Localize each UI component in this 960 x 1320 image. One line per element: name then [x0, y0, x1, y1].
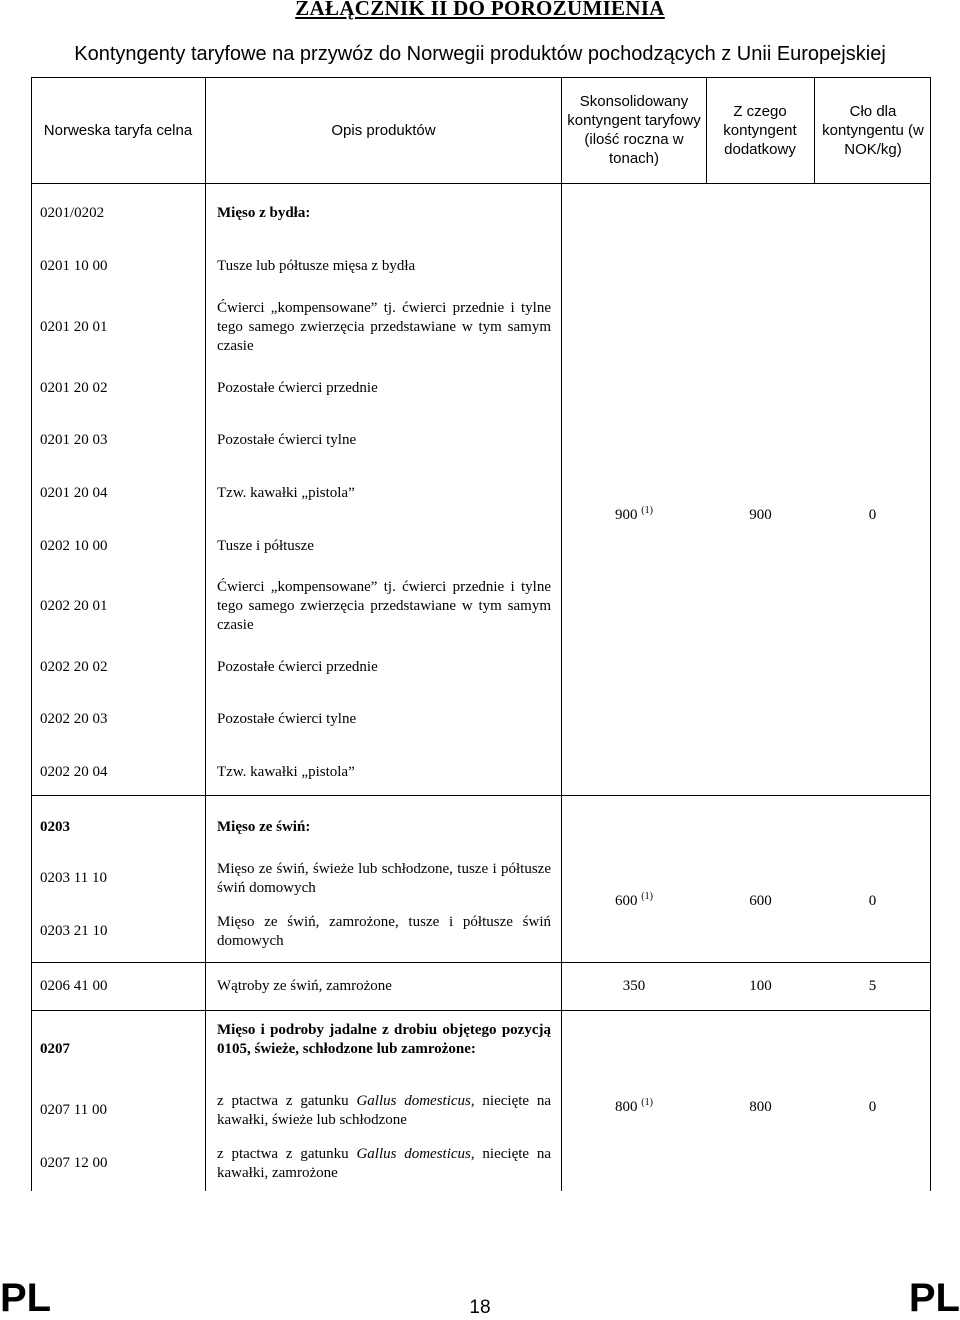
quota-number: 600 [615, 893, 638, 909]
footnote-ref: (1) [641, 1097, 653, 1108]
annex-title: ZAŁĄCZNIK II DO POROZUMIENIA [295, 0, 665, 20]
tariff-code: 0201 20 01 [40, 319, 108, 335]
product-description: Tzw. kawałki „pistola” [217, 764, 355, 780]
product-description: Ćwierci „kompensowane” tj. ćwierci przednie i tylne tego samego zwierzęcia przedstawiane w tym samym czasie [217, 300, 551, 354]
header-duty: Cło dla kontyngentu (w NOK/kg) [822, 102, 924, 158]
header-additional: Z czego kontyngent dodatkowy [723, 102, 797, 158]
col-divider-2 [561, 77, 562, 1191]
quota-number: 900 [615, 507, 638, 523]
product-description: Pozostałe ćwierci przednie [217, 380, 378, 396]
header-bottom-line [31, 183, 931, 184]
description-text: , niecięte na kawałki, świeże lub schłodzone [217, 1093, 552, 1128]
additional-quota-value: 100 [749, 978, 772, 994]
product-group-title: Mięso ze świń: [217, 819, 311, 835]
duty-value: 0 [868, 893, 877, 909]
tariff-code: 0207 [40, 1041, 70, 1057]
tariff-code: 0201 20 02 [40, 380, 108, 396]
quota-value: 350 [622, 978, 646, 994]
header-description: Opis produktów [331, 121, 436, 139]
quota-value [562, 892, 706, 911]
duty-value: 5 [868, 978, 877, 994]
col-divider-1 [205, 77, 206, 1191]
pork-group-bottom-line [31, 962, 931, 963]
tariff-code: 0202 20 01 [40, 598, 108, 614]
description-text: z ptactwa z gatunku [217, 1146, 357, 1162]
tariff-code: 0202 20 02 [40, 659, 108, 675]
tariff-code: 0201 10 00 [40, 258, 108, 274]
description-text: z ptactwa z gatunku [217, 1093, 357, 1109]
tariff-code: 0203 11 10 [40, 870, 107, 886]
product-description: Wątroby ze świń, zamrożone [217, 978, 392, 994]
product-description: Tusze i półtusze [217, 538, 314, 554]
product-description: Tusze lub półtusze mięsa z bydła [217, 258, 416, 274]
header-quota: Skonsolidowany kontyngent taryfowy (ilość roczna w tonach) [567, 93, 701, 167]
quota-value [562, 1098, 706, 1117]
footnote-ref: (1) [641, 891, 653, 902]
additional-quota-value: 900 [749, 507, 772, 523]
product-description: Pozostałe ćwierci tylne [217, 711, 357, 727]
description-text: , niecięte na kawałki, zamrożone [217, 1146, 552, 1181]
quota-number: 800 [615, 1099, 638, 1115]
document-subtitle: Kontyngenty taryfowe na przywóz do Norwegii produktów pochodzących z Unii Europejskiej [74, 43, 886, 65]
product-description [217, 1145, 551, 1183]
product-description: Pozostałe ćwierci tylne [217, 432, 357, 448]
tariff-code: 0202 10 00 [40, 538, 108, 554]
quota-value [562, 506, 706, 525]
product-description: Pozostałe ćwierci przednie [217, 659, 378, 675]
table-border-right [930, 77, 931, 1191]
tariff-code: 0201/0202 [40, 205, 105, 221]
header-tariff: Norweska taryfa celna [43, 121, 193, 139]
tariff-code: 0203 [40, 819, 70, 835]
species-name: Gallus domesticus [356, 1093, 471, 1109]
tariff-code: 0202 20 04 [40, 764, 108, 780]
table-border-left [31, 77, 32, 1191]
language-code-right: PL [908, 1276, 960, 1320]
product-description: Mięso ze świń, świeże lub schłodzone, tusze i półtusze świń domowych [217, 861, 551, 896]
species-name: Gallus domesticus [356, 1146, 471, 1162]
language-code-left: PL [0, 1276, 52, 1320]
product-description [217, 1092, 551, 1130]
liver-row-bottom-line [31, 1010, 931, 1011]
duty-value: 0 [868, 1099, 877, 1115]
product-description: Ćwierci „kompensowane” tj. ćwierci przednie i tylne tego samego zwierzęcia przedstawiane w tym samym czasie [217, 579, 551, 633]
tariff-code: 0206 41 00 [40, 978, 108, 994]
product-description: Mięso ze świń, zamrożone, tusze i półtusze świń domowych [217, 914, 551, 949]
col-divider-3 [706, 77, 707, 183]
additional-quota-value: 800 [749, 1099, 772, 1115]
additional-quota-value: 600 [749, 893, 772, 909]
product-description: Tzw. kawałki „pistola” [217, 485, 355, 501]
tariff-code: 0203 21 10 [40, 923, 108, 939]
tariff-code: 0207 11 00 [40, 1102, 107, 1118]
col-divider-4 [814, 77, 815, 183]
quota-table [31, 77, 931, 1191]
tariff-code: 0201 20 04 [40, 485, 108, 501]
duty-value: 0 [868, 507, 877, 523]
tariff-code: 0207 12 00 [40, 1155, 108, 1171]
tariff-code: 0202 20 03 [40, 711, 108, 727]
tariff-code: 0201 20 03 [40, 432, 108, 448]
footnote-ref: (1) [641, 505, 653, 516]
beef-group-bottom-line [31, 795, 931, 796]
product-group-title: Mięso z bydła: [217, 205, 311, 221]
product-group-title: Mięso i podroby jadalne z drobiu objętego pozycją 0105, świeże, schłodzone lub zamrożone: [217, 1022, 551, 1057]
page-number: 18 [469, 1297, 491, 1318]
